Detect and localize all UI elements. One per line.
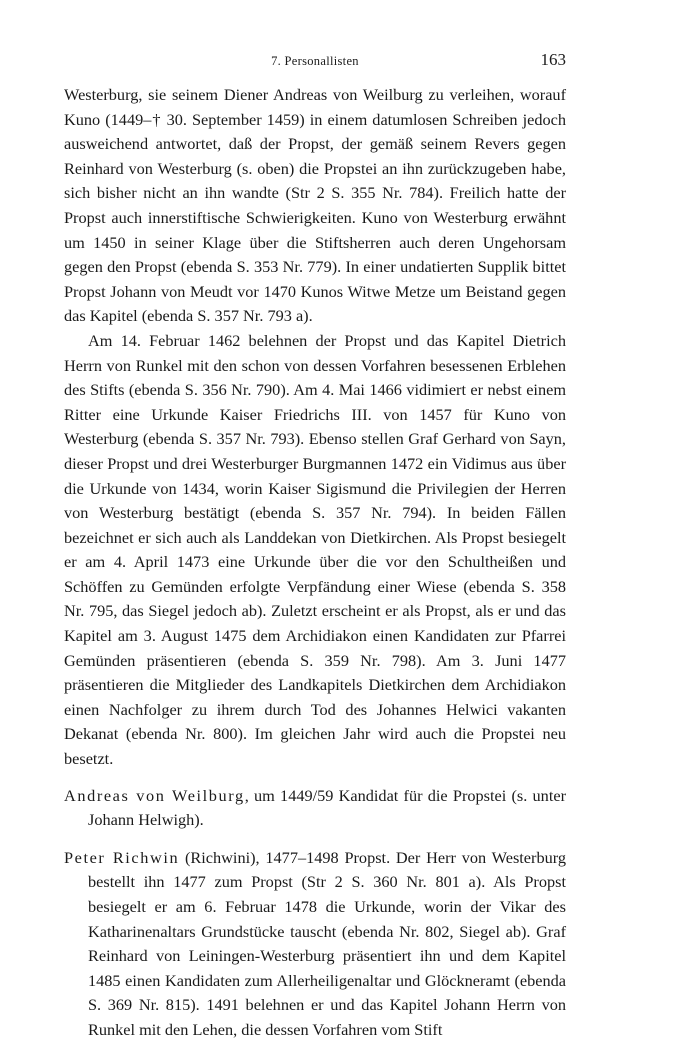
- running-header: [64, 50, 566, 74]
- person-name: Peter Richwin: [64, 847, 180, 867]
- body-text: [64, 83, 566, 1043]
- person-entry-peter-richwin: [64, 846, 566, 1043]
- page-number: 163: [540, 50, 566, 69]
- person-entry-text: , um 1449/59 Kandidat für die Propstei (s. unter Johann Helwigh).: [88, 785, 566, 830]
- running-header-title: 7. Personallisten: [271, 54, 359, 68]
- paragraph: Am 14. Februar 1462 belehnen der Propst und das Kapitel Dietrich Herrn von Runkel mit den schon von dessen Vorfahren besessenen Erblehen des Stifts (ebenda S. 356 Nr. 790). Am 4. Mai 1466 vidimiert er nebst einem Ritter eine Urkunde Kaiser Friedrichs III. von 1457 für Kuno von Westerburg (ebenda S. 357 Nr. 793). Ebenso stellen Graf Gerhard von Sayn, dieser Propst und drei Westerburger Burgmannen 1472 ein Vidimus aus über die Urkunde von 1434, worin Kaiser Sigismund die Privilegien der Herren von Westerburg bestätigt (ebenda S. 357 Nr. 794). In beiden Fällen bezeichnet er sich auch als Landdekan von Dietkirchen. Als Propst besiegelt er am 4. April 1473 eine Urkunde über die vor den Schultheißen und Schöffen zu Gemünden erfolgte Verpfändung einer Wiese (ebenda S. 358 Nr. 795, das Siegel jedoch ab). Zuletzt erscheint er als Propst, als er und das Kapitel am 3. August 1475 dem Archidiakon einen Kandidaten zur Pfarrei Gemünden präsentieren (ebenda S. 359 Nr. 798). Am 3. Juni 1477 präsentieren die Mitglieder des Landkapitels Dietkirchen dem Archidiakon einen Nachfolger zu ihrem durch Tod des Johannes Helwici vakanten Dekanat (ebenda Nr. 800). Im gleichen Jahr wird auch die Propstei neu besetzt.: [64, 330, 566, 769]
- person-name: Andreas von Weilburg: [64, 785, 245, 805]
- person-entry-text: (Richwini), 1477–1498 Propst. Der Herr von Westerburg bestellt ihn 1477 zum Propst (Str 2 S. 360 Nr. 801 a). Als Propst besiegelt er am 6. Februar 1478 die Urkunde, worin der Vikar des Katharinenaltars Grundstücke tauscht (ebenda Nr. 802, Siegel ab). Graf Reinhard von Leiningen-Westerburg präsentiert ihn und dem Kapitel 1485 einen Kandidaten zum Allerheiligenaltar und Glöckneramt (ebenda S. 369 Nr. 815). 1491 belehnen er und das Kapitel Johann Herrn von Runkel mit den Lehen, die dessen Vorfahren vom Stift: [88, 847, 566, 1039]
- person-entry-andreas-von-weilburg: [64, 784, 566, 833]
- paragraph-continued: Westerburg, sie seinem Diener Andreas von Weilburg zu verleihen, worauf Kuno (1449–† 30. September 1459) in einem datumlosen Schreiben jedoch ausweichend antwortet, daß der Propst, der gemäß seinem Revers gegen Reinhard von Westerburg (s. oben) die Propstei an ihn zurückzugeben habe, sich bisher nicht an ihn wandte (Str 2 S. 355 Nr. 784). Freilich hatte der Propst auch innerstiftische Schwierigkeiten. Kuno von Westerburg erwähnt um 1450 in seiner Klage über die Stiftsherren auch deren Ungehorsam gegen den Propst (ebenda S. 353 Nr. 779). In einer undatierten Supplik bittet Propst Johann von Meudt vor 1470 Kunos Witwe Metze um Beistand gegen das Kapitel (ebenda S. 357 Nr. 793 a).: [64, 85, 566, 326]
